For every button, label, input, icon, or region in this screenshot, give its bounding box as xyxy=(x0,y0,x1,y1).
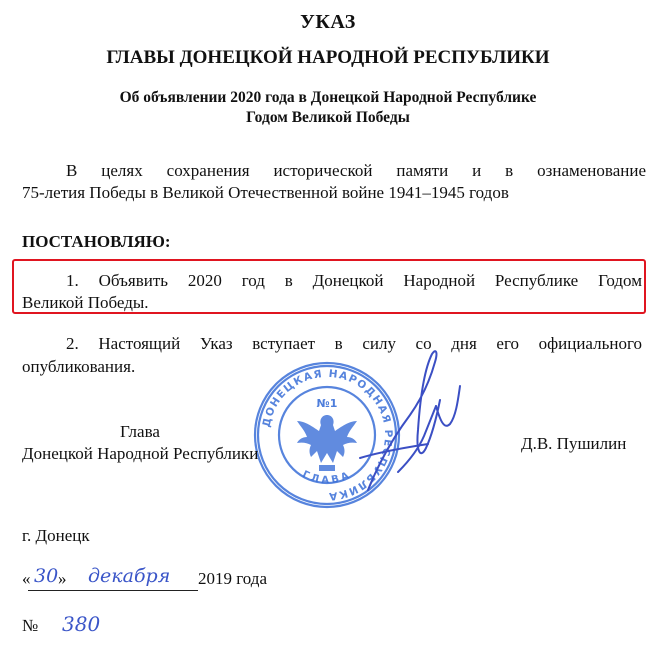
date-line xyxy=(22,565,322,595)
date-underline xyxy=(28,590,198,591)
seal-bottom-text: ГЛАВА xyxy=(300,469,354,487)
date-month: декабря xyxy=(88,565,171,587)
preamble-line2: 75-летия Победы в Великой Отечественной войне 1941–1945 годов xyxy=(22,183,509,202)
date-open-quote: « xyxy=(22,569,31,588)
date-close-quote: » xyxy=(58,569,67,588)
signatory-position-line2: Донецкой Народной Республики xyxy=(22,444,259,463)
date-day: 30 xyxy=(34,565,59,587)
document-topic-line1: Об объявлении 2020 года в Донецкой Народной Республике xyxy=(119,89,537,106)
seal-ring-text: ДОНЕЦКАЯ НАРОДНАЯ РЕСПУБЛИКА xyxy=(260,367,395,503)
decree-word: ПОСТАНОВЛЯЮ: xyxy=(22,232,171,251)
handwritten-signature-icon xyxy=(340,340,480,500)
document-topic-line2: Годом Великой Победы xyxy=(246,109,410,126)
preamble-line1: В целях сохранения исторической памяти и в ознаменование xyxy=(66,161,646,180)
item-1-line2: Великой Победы. xyxy=(22,293,149,312)
signatory-name: Д.В. Пушилин xyxy=(521,434,627,453)
item-1-line1: 1. Объявить 2020 год в Донецкой Народной Республике Годом xyxy=(66,271,642,290)
document-subtitle: ГЛАВЫ ДОНЕЦКОЙ НАРОДНОЙ РЕСПУБЛИКИ xyxy=(106,47,550,68)
item-2-line1: 2. Настоящий Указ вступает в силу со дня его официального xyxy=(66,334,642,353)
number-value: 380 xyxy=(62,612,101,636)
city: г. Донецк xyxy=(22,526,90,545)
number-line xyxy=(22,612,222,642)
document-title: УКАЗ xyxy=(300,11,356,33)
date-year: 2019 года xyxy=(198,569,268,588)
item-2-line2: опубликования. xyxy=(22,357,136,376)
signatory-position-line1: Глава xyxy=(120,422,160,441)
number-label: № xyxy=(22,616,39,635)
seal-number: №1 xyxy=(316,397,338,410)
